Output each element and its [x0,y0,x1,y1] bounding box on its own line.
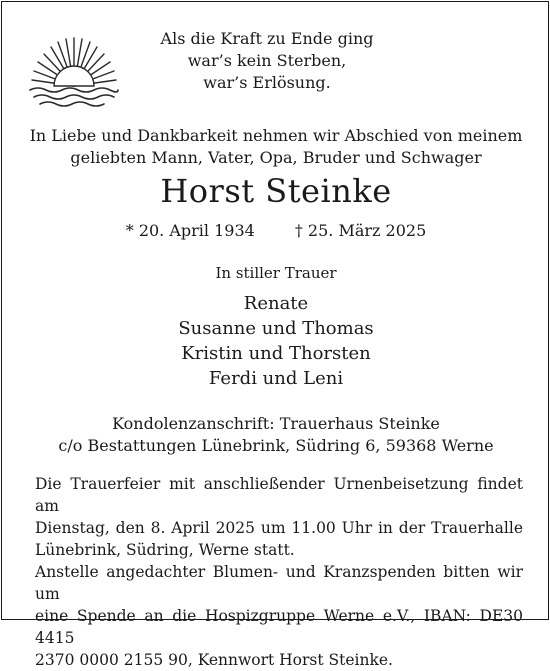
family-member: Susanne und Thomas [178,318,374,339]
obituary-card [1,1,549,669]
notice-line: Anstelle angedachter Blumen- und Kranzspenden bitten wir um [35,563,523,603]
notice-line: Dienstag, den 8. April 2025 um 11.00 Uhr in der Trauerhalle [35,519,523,537]
family-list [2,291,550,391]
intro-line: geliebten Mann, Vater, Opa, Bruder und Schwager [70,148,482,167]
poem-line: war’s Erlösung. [203,73,331,92]
notice-line: Die Trauerfeier mit anschließender Urnenbeisetzung findet am [35,475,523,515]
mourning-label: In stiller Trauer [215,264,337,282]
notice-line: eine Spende an die Hospizgruppe Werne e.V., IBAN: DE30 4415 [35,607,523,647]
address-line: Kondolenzanschrift: Trauerhaus Steinke [112,414,440,433]
address-line: c/o Bestattungen Lünebrink, Südring 6, 59368 Werne [58,436,494,455]
birth-date: * 20. April 1934 [125,221,255,240]
family-member: Renate [243,293,309,314]
notice-line: Lünebrink, Südring, Werne statt. [35,541,295,559]
condolence-address [2,413,550,457]
sunset-over-water-icon [24,28,124,118]
family-member: Ferdi und Leni [208,368,344,389]
poem [152,28,382,94]
intro-line: In Liebe und Dankbarkeit nehmen wir Abschied von meinem [29,126,523,145]
family-member: Kristin und Thorsten [181,343,371,364]
funeral-notice [35,473,523,671]
death-date: † 25. März 2025 [294,221,427,240]
life-dates [2,220,550,242]
notice-line: 2370 0000 2155 90, Kennwort Horst Steinke. [35,651,393,669]
deceased-name: Horst Steinke [160,172,392,210]
poem-line: war’s kein Sterben, [187,51,347,70]
poem-line: Als die Kraft zu Ende ging [160,29,374,48]
intro-text [2,125,550,169]
